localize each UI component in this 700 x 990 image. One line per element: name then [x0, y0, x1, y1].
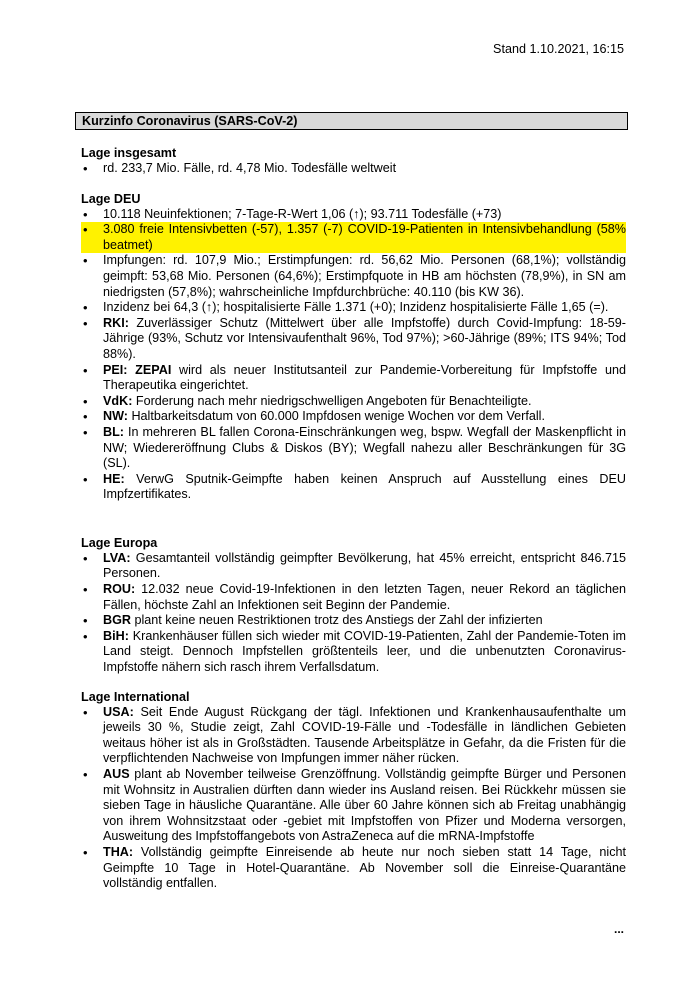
item-label: THA:	[103, 844, 134, 859]
list-item: • THA: Vollständig geimpfte Einreisende ab heute nur noch sieben statt 14 Tage, nicht Geimpfte 10 Tage in Hotel-Quarantäne. Ab November soll die Einreise-Quarantäne vollständig entfallen.	[81, 845, 626, 892]
list-item: • USA: Seit Ende August Rückgang der tägl. Infektionen und Krankenhausaufenthalte um jeweils 30 %, Studie zeigt, Zahl COVID-19-Fälle und -Todesfälle in ländlichen Gebieten weitaus höher ist als in Großstädten. Tausende Arbeitsplätze in Gefahr, da die Fristen für die verpflichtenden Nachweise von Impfungen immer näher rücken.	[81, 705, 626, 767]
section-lage-international	[81, 689, 626, 892]
bullet-list	[81, 207, 626, 503]
list-item: • PEI: ZEPAI wird als neuer Institutsanteil zur Pandemie-Vorbereitung für Impfstoffe und Therapeutika eingerichtet.	[81, 363, 626, 394]
list-item: • 10.118 Neuinfektionen; 7-Tage-R-Wert 1,06 (↑); 93.711 Todesfälle (+73)	[81, 207, 626, 223]
item-label: ROU:	[103, 582, 136, 597]
list-item: • LVA: Gesamtanteil vollständig geimpfter Bevölkerung, hat 45% erreicht, entspricht 846.715 Personen.	[81, 551, 626, 582]
list-item: • NW: Haltbarkeitsdatum von 60.000 Impfdosen wenige Wochen vor dem Verfall.	[81, 409, 626, 425]
list-item: • Impfungen: rd. 107,9 Mio.; Erstimpfungen: rd. 56,62 Mio. Personen (68,1%); vollständig geimpft: 53,68 Mio. Personen (64,6%); Erstimpfquote in HB am höchsten (78,9%), in SN am niedrigsten (57,8%); wahrscheinliche Impfdurchbrüche: 40.110 (bis KW 36).	[81, 253, 626, 300]
bullet-list	[81, 161, 626, 177]
list-item: • RKI: Zuverlässiger Schutz (Mittelwert über alle Impfstoffe) durch Covid-Impfung: 18-59-Jährige (93%, Schutz vor Intensivaufenthalt 96%, Tod 97%); >60-Jährige (89%; ITS 94%; Tod 88%).	[81, 316, 626, 363]
item-label: NW:	[103, 409, 128, 424]
section-heading: Lage Europa	[81, 535, 158, 550]
list-item-highlighted: • 3.080 freie Intensivbetten (-57), 1.357 (-7) COVID-19-Patienten in Intensivbehandlung (58% beatmet)	[81, 222, 626, 253]
list-item: • AUS plant ab November teilweise Grenzöffnung. Vollständig geimpfte Bürger und Personen mit Wohnsitz in Australien dürften dann wieder ins Ausland reisen. Bei Rückkehr müssen sie sieben Tage in häusliche Quarantäne. Alle über 60 Jahre können sich ab Freitag unabhängig von ihrem Wohnsitzstaat oder -gebiet mit Impfstoffen von Pfizer und Moderna versorgen, Ausweitung des Impfstoffangebots von AstraZeneca auf die mRNA-Impfstoffe	[81, 767, 626, 845]
item-label: USA:	[103, 704, 134, 719]
section-lage-europa	[81, 535, 626, 676]
document-body	[81, 145, 626, 892]
list-item: • BGR plant keine neuen Restriktionen trotz des Anstiegs der Zahl der infizierten	[81, 613, 626, 629]
list-item: • Inzidenz bei 64,3 (↑); hospitalisierte Fälle 1.371 (+0); Inzidenz hospitalisierte Fälle 1,65 (=).	[81, 300, 626, 316]
item-label: BiH:	[103, 628, 129, 643]
list-item: • BiH: Krankenhäuser füllen sich wieder mit COVID-19-Patienten, Zahl der Pandemie-Toten im Land steigt. Dennoch Impfstellen größtenteils leer, und die unbenutzten Coronavirus-Impfstoffe nähern sich rasch ihrem Verfallsdatum.	[81, 629, 626, 676]
bullet-list	[81, 705, 626, 892]
list-item: • BL: In mehreren BL fallen Corona-Einschränkungen weg, bspw. Wegfall der Maskenpflicht in NW; Wiedereröffnung Clubs & Diskos (BY); Wegfall nahezu aller Beschränkungen für 3G (SL).	[81, 425, 626, 472]
list-item: • rd. 233,7 Mio. Fälle, rd. 4,78 Mio. Todesfälle weltweit	[81, 161, 626, 177]
item-label: VdK:	[103, 393, 133, 408]
item-label: RKI:	[103, 315, 129, 330]
item-label: BL:	[103, 424, 124, 439]
item-label: LVA:	[103, 550, 131, 565]
item-label: PEI: ZEPAI	[103, 362, 172, 377]
item-label: HE:	[103, 471, 125, 486]
section-lage-insgesamt	[81, 145, 626, 177]
section-heading: Lage insgesamt	[81, 146, 177, 160]
item-label: BGR	[103, 613, 131, 628]
page-title: Kurzinfo Coronavirus (SARS-CoV-2)	[75, 112, 628, 130]
list-item: • VdK: Forderung nach mehr niedrigschwelligen Angeboten für Benachteiligte.	[81, 394, 626, 410]
section-heading: Lage DEU	[81, 191, 141, 206]
item-label: AUS	[103, 767, 130, 781]
list-item: • HE: VerwG Sputnik-Geimpfte haben keinen Anspruch auf Ausstellung eines DEU Impfzertifikates.	[81, 472, 626, 503]
section-heading: Lage International	[81, 689, 190, 704]
status-date: Stand 1.10.2021, 16:15	[493, 42, 624, 56]
list-item: • ROU: 12.032 neue Covid-19-Infektionen in den letzten Tagen, neuer Rekord an täglichen Fällen, höchste Zahl an Infektionen seit Beginn der Pandemie.	[81, 582, 626, 613]
bullet-list	[81, 551, 626, 676]
continuation-marker: ...	[613, 922, 624, 936]
section-lage-deu	[81, 191, 626, 503]
